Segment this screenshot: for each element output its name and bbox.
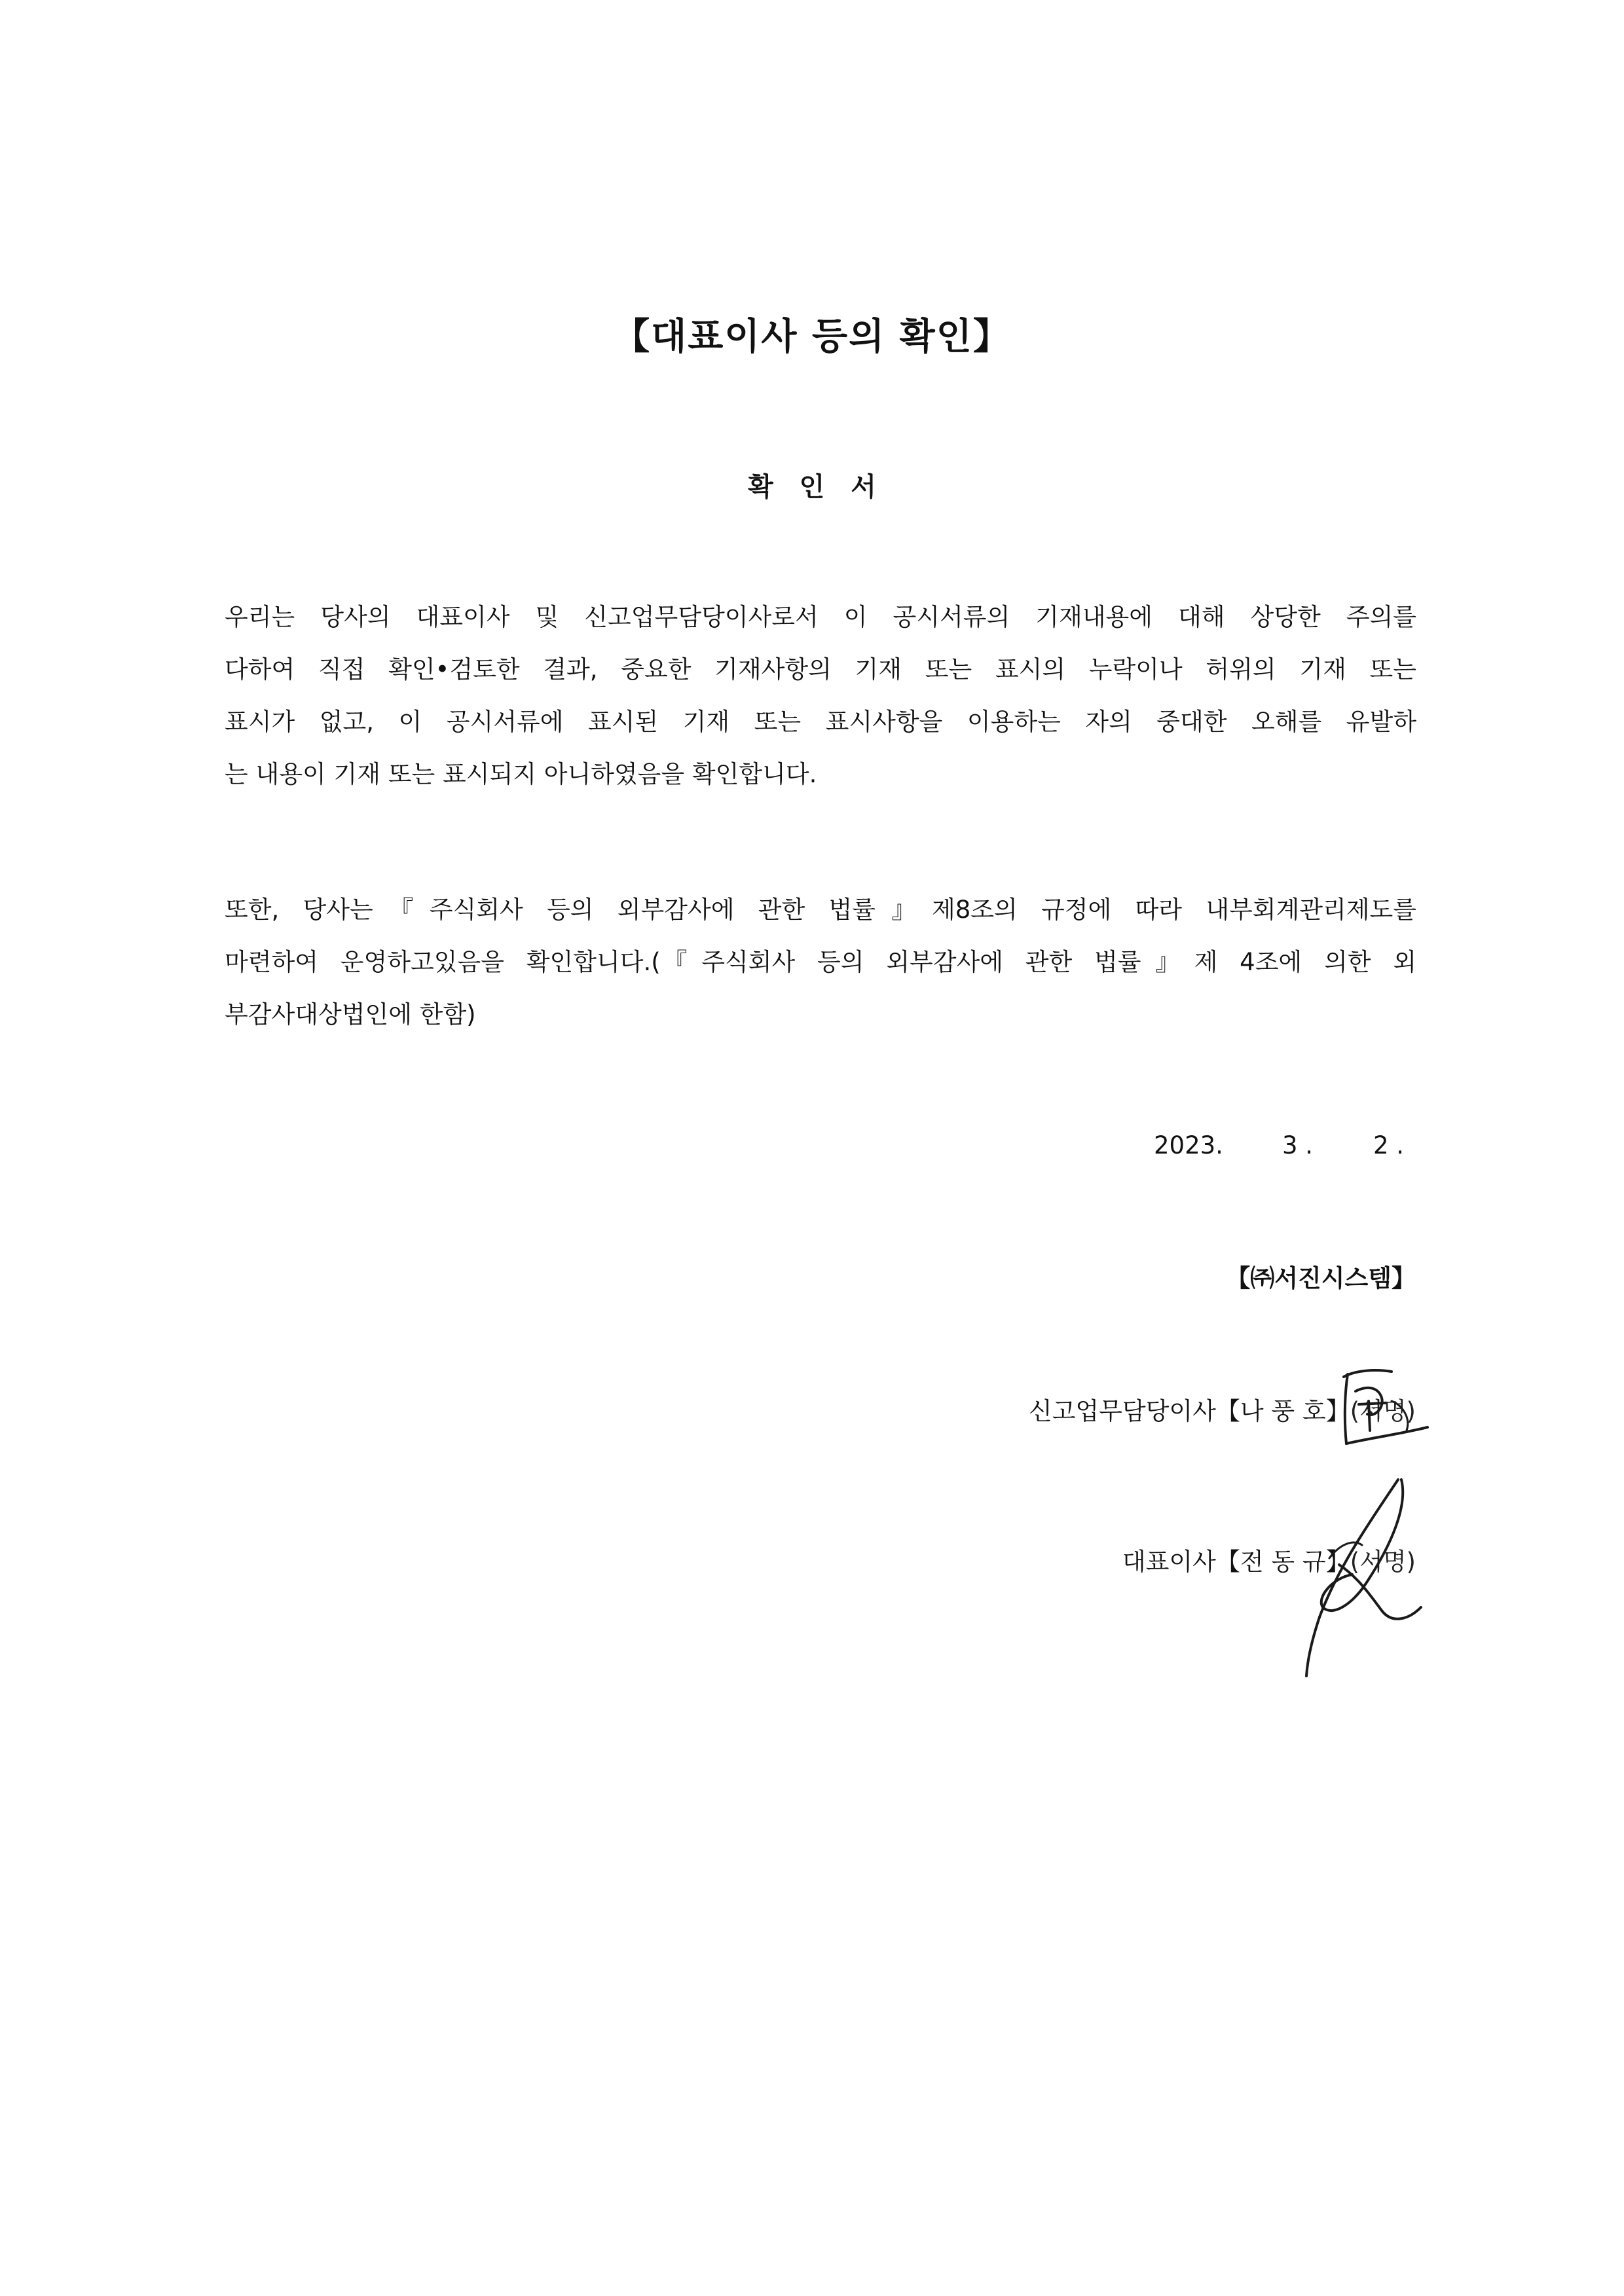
document-title: 확 인 서 — [748, 472, 876, 502]
paragraph-line: 부감사대상법인에 한함) — [225, 1000, 476, 1029]
paragraph-line: 또한, 당사는『주식회사 등의 외부감사에 관한 법률』제8조의 규정에 따라 내부회계관리제도를 — [225, 896, 1416, 924]
paragraph-line: 표시가 없고, 이 공시서류에 표시된 기재 또는 표시사항을 이용하는 자의 중대한 오해를 유발하 — [225, 708, 1416, 736]
signatory-title: 신고업무담당이사【나 풍 호】 — [1028, 1397, 1350, 1425]
signature-mark: (서명) — [1350, 1548, 1416, 1576]
paragraph-line: 마련하여 운영하고있음을 확인합니다.(『주식회사 등의 외부감사에 관한 법률』제 4조에 의한 외 — [225, 948, 1416, 976]
document-date — [1154, 1127, 1416, 1164]
paragraph-line: 는 내용이 기재 또는 표시되지 아니하였음을 확인합니다. — [225, 760, 817, 788]
signatory-title: 대표이사【전 동 규】 — [1122, 1548, 1350, 1576]
paragraph-line: 다하여 직접 확인•검토한 결과, 중요한 기재사항의 기재 또는 표시의 누락이나 허위의 기재 또는 — [225, 655, 1416, 683]
date-month: 3 . — [1282, 1131, 1314, 1159]
date-year: 2023. — [1154, 1131, 1223, 1159]
signatory-ceo — [1122, 1544, 1416, 1580]
signatory-disclosure-officer — [1029, 1393, 1416, 1430]
signature-mark: (서명) — [1350, 1397, 1416, 1425]
page-title: 【대표이사 등의 확인】 — [613, 316, 1011, 358]
paragraph-line: 우리는 당사의 대표이사 및 신고업무담당이사로서 이 공시서류의 기재내용에 대해 상당한 주의를 — [225, 603, 1416, 631]
date-day: 2 . — [1373, 1131, 1405, 1159]
company-name: 【㈜서진시스템】 — [1226, 1264, 1416, 1292]
